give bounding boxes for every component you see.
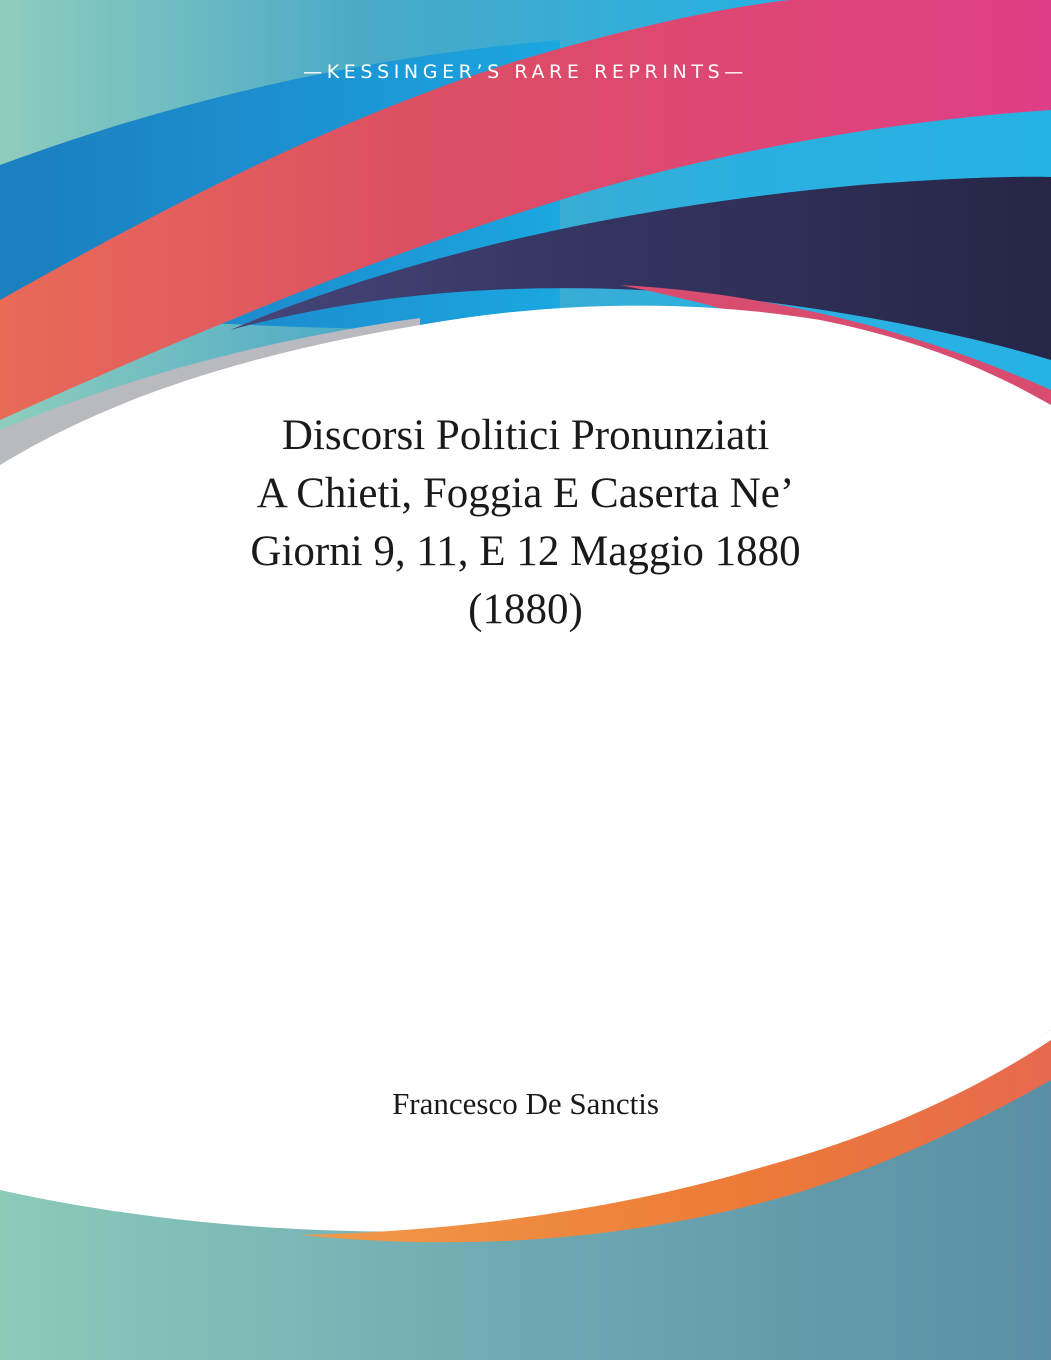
title-line-2: A Chieti, Foggia E Caserta Ne’	[256, 470, 795, 517]
title-line-4: (1880)	[468, 586, 583, 633]
book-author: Francesco De Sanctis	[392, 1086, 659, 1121]
title-line-3: Giorni 9, 11, E 12 Maggio 1880	[250, 528, 801, 575]
publisher-banner: —KESSINGER’S RARE REPRINTS—	[303, 61, 748, 83]
book-title	[80, 407, 971, 639]
title-line-1: Discorsi Politici Pronunziati	[281, 412, 770, 459]
